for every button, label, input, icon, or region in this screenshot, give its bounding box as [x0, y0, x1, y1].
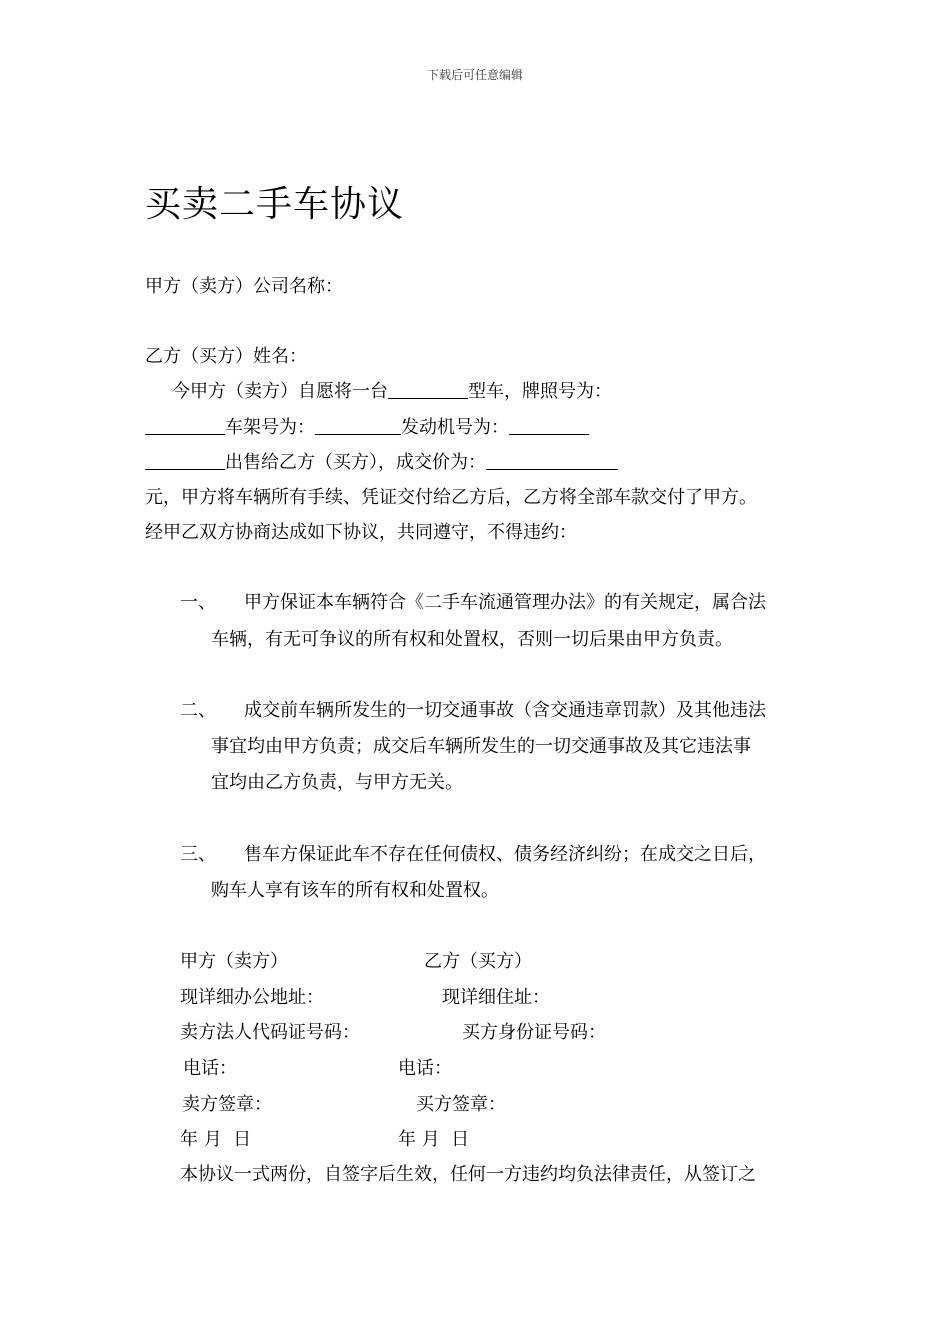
sign-b-date: 年 月 日 [398, 1129, 470, 1150]
intro-line-2 [145, 418, 589, 438]
clause-line: 售车方保证此车不存在任何债权、债务经济纠纷；在成交之日后， [244, 844, 766, 865]
clause-line: 成交前车辆所发生的一切交通事故（含交通违章罚款）及其他违法 [244, 700, 766, 721]
sign-b-seal: 买方签章： [416, 1094, 506, 1115]
blank-field [509, 418, 589, 435]
sign-a-phone: 电话： [183, 1058, 237, 1079]
clause-number: 二、 [180, 700, 216, 721]
clause-line: 事宜均由甲方负责；成交后车辆所发生的一切交通事故及其它违法事 [211, 736, 751, 757]
intro-text: 车架号为： [225, 417, 315, 438]
party-b-line: 乙方（买方）姓名： [145, 346, 307, 367]
intro-line-4: 元，甲方将车辆所有手续、凭证交付给乙方后，乙方将全部车款交付了甲方。 [145, 487, 757, 508]
intro-line-3 [145, 453, 618, 473]
footer-line: 本协议一式两份，自签字后生效，任何一方违约均负法律责任，从签订之 [180, 1164, 756, 1185]
document-title: 买卖二手车协议 [145, 184, 405, 225]
clause-line: 甲方保证本车辆符合《二手车流通管理办法》的有关规定，属合法 [244, 592, 766, 613]
header-note: 下载后可任意编辑 [426, 68, 523, 82]
sign-b-address: 现详细住址： [442, 987, 550, 1008]
party-a-line: 甲方（卖方）公司名称： [145, 276, 343, 297]
sign-party-a: 甲方（卖方） [180, 951, 288, 972]
clause-number: 一、 [180, 592, 216, 613]
blank-field [486, 453, 618, 470]
sign-a-id: 卖方法人代码证号码： [180, 1022, 360, 1043]
intro-text: 今甲方（卖方）自愿将一台 [172, 381, 388, 402]
intro-line-1 [172, 382, 612, 402]
intro-text: 型车，牌照号为： [468, 381, 612, 402]
blank-field [388, 382, 468, 399]
clause-number: 三、 [180, 844, 216, 865]
blank-field [315, 418, 401, 435]
intro-text: 出售给乙方（买方），成交价为： [225, 452, 486, 473]
clause-line: 宜均由乙方负责，与甲方无关。 [211, 772, 463, 793]
sign-a-seal: 卖方签章： [182, 1094, 272, 1115]
sign-a-date: 年 月 日 [180, 1129, 252, 1150]
intro-line-5: 经甲乙双方协商达成如下协议，共同遵守，不得违约： [145, 522, 577, 543]
sign-b-id: 买方身份证号码： [462, 1022, 606, 1043]
clause-line: 购车人享有该车的所有权和处置权。 [211, 880, 499, 901]
sign-party-b: 乙方（买方） [424, 951, 532, 972]
clause-line: 车辆，有无可争议的所有权和处置权，否则一切后果由甲方负责。 [211, 629, 733, 650]
blank-field [145, 418, 225, 435]
blank-field [145, 453, 225, 470]
sign-b-phone: 电话： [398, 1058, 452, 1079]
intro-text: 发动机号为： [401, 417, 509, 438]
sign-a-address: 现详细办公地址： [180, 987, 324, 1008]
